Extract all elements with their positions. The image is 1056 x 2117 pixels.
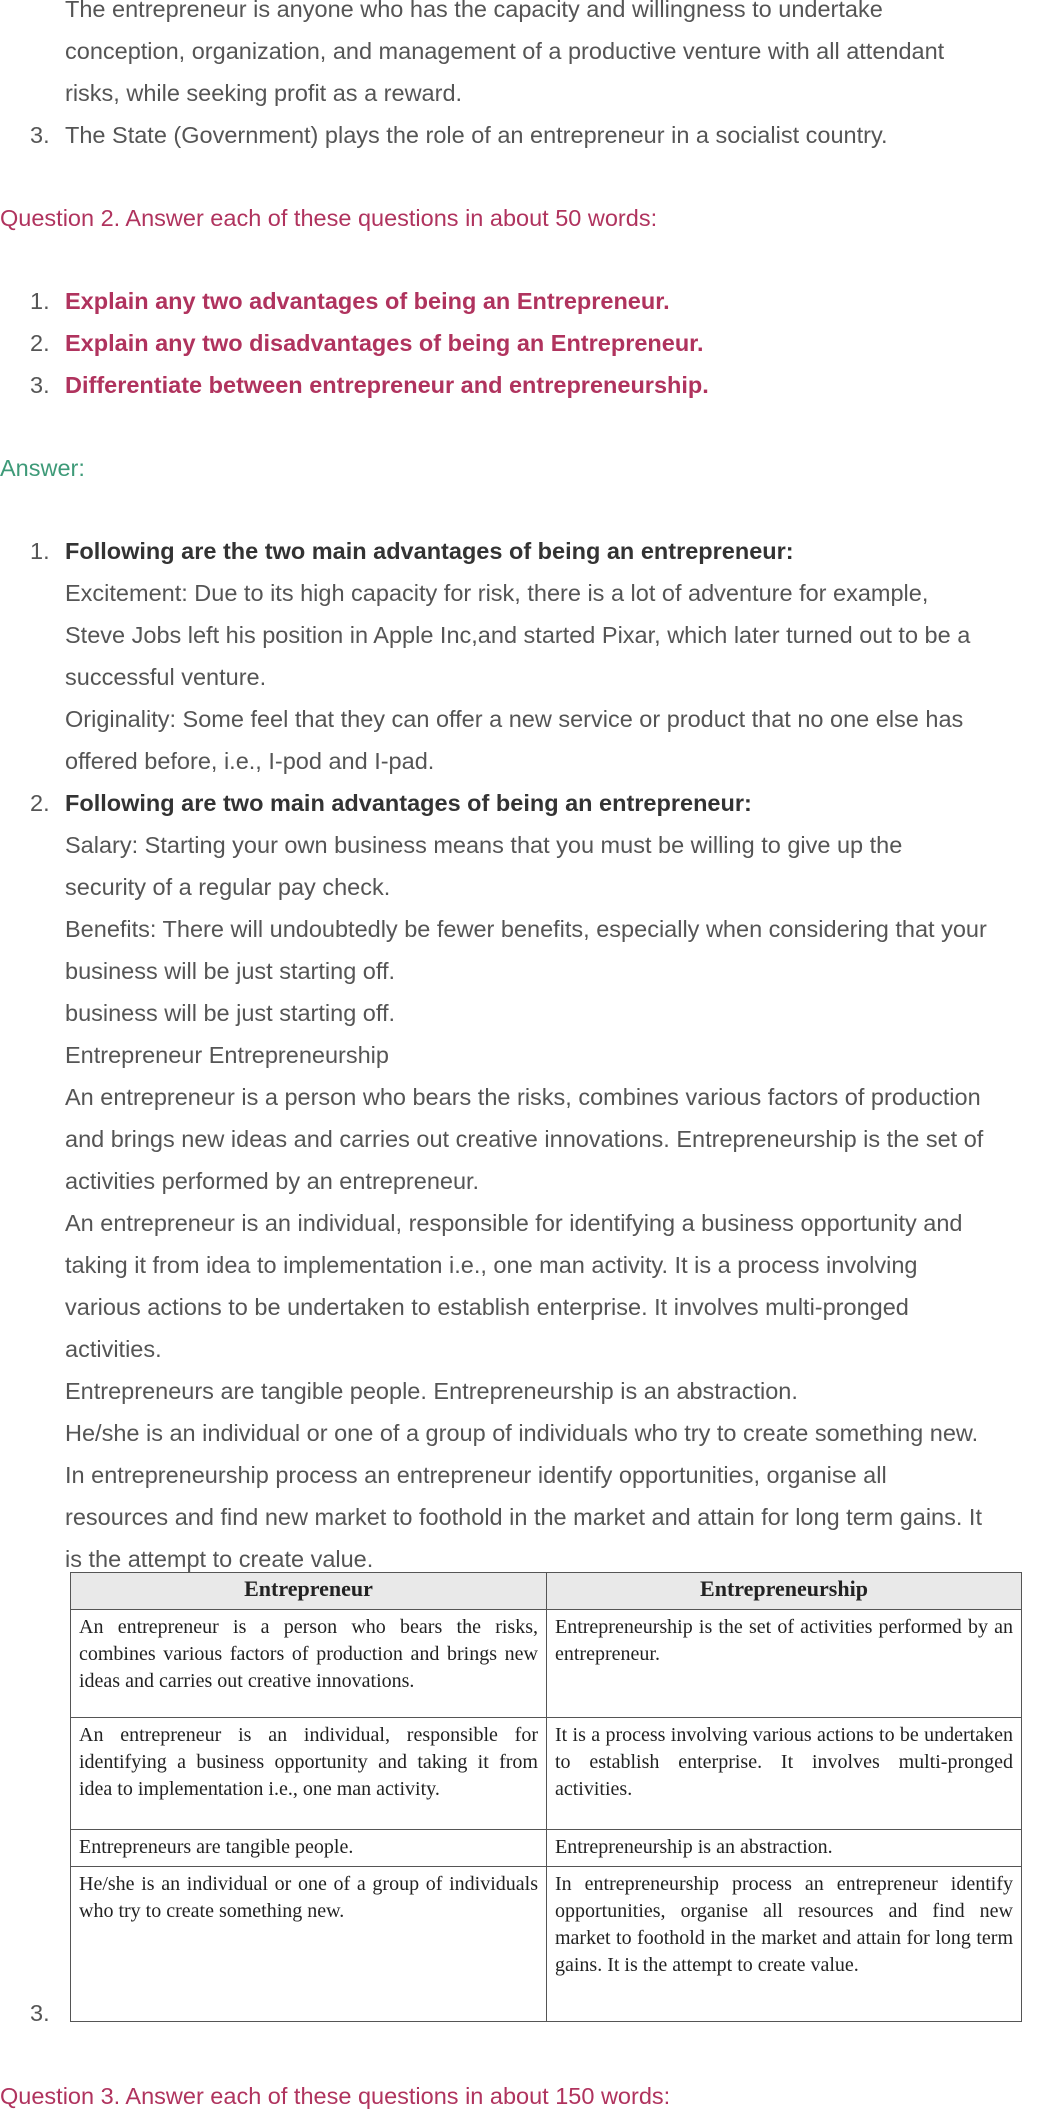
table-cell: An entrepreneur is an individual, responsible for identifying a business opportunity and taking it from idea to implementation i.e., one man activity. — [79, 1724, 538, 1800]
table-cell: He/she is an individual or one of a group of individuals who try to create something new. — [79, 1873, 538, 1922]
paragraph-line: successful venture. — [65, 664, 267, 690]
list-number: 1. — [30, 538, 50, 564]
paragraph-line: In entrepreneurship process an entrepreneur identify opportunities, organise all — [65, 1462, 887, 1488]
question-heading: Question 3. Answer each of these questions in about 150 words: — [0, 2083, 671, 2109]
table-cell: An entrepreneur is a person who bears the risks, combines various factors of production and brings new ideas and carries out creative innovations. — [79, 1616, 538, 1692]
paragraph-line: Salary: Starting your own business means that you must be willing to give up the — [65, 832, 903, 858]
question-item: Explain any two disadvantages of being an Entrepreneur. — [65, 330, 704, 356]
paragraph-line: activities performed by an entrepreneur. — [65, 1168, 480, 1194]
list-item-text: The State (Government) plays the role of an entrepreneur in a socialist country. — [65, 122, 888, 148]
list-number: 3. — [30, 372, 50, 398]
list-number: 1. — [30, 288, 50, 314]
paragraph-line: Originality: Some feel that they can offer a new service or product that no one else has — [65, 706, 964, 732]
table-cell: In entrepreneurship process an entrepreneur identify opportunities, organise all resources and find new market to foothold in the market and attain for long term gains. It is the attempt to create value. — [555, 1873, 1013, 1976]
paragraph-line: activities. — [65, 1336, 162, 1362]
answer-heading: Answer: — [0, 455, 85, 481]
paragraph-line: security of a regular pay check. — [65, 874, 391, 900]
table-cell: Entrepreneurs are tangible people. — [79, 1836, 354, 1858]
paragraph-line: various actions to be undertaken to establish enterprise. It involves multi-pronged — [65, 1294, 909, 1320]
paragraph-line: Entrepreneurs are tangible people. Entrepreneurship is an abstraction. — [65, 1378, 798, 1404]
paragraph-line: and brings new ideas and carries out creative innovations. Entrepreneurship is the set of — [65, 1126, 984, 1152]
answer-item-heading: Following are the two main advantages of being an entrepreneur: — [65, 538, 794, 564]
paragraph-line: Excitement: Due to its high capacity for risk, there is a lot of adventure for example, — [65, 580, 929, 606]
comparison-table — [70, 1572, 1022, 2022]
paragraph-line: business will be just starting off. — [65, 958, 396, 984]
table-cell: Entrepreneurship is the set of activities performed by an entrepreneur. — [555, 1616, 1013, 1665]
table-divider — [71, 1866, 1021, 1867]
paragraph-line: is the attempt to create value. — [65, 1546, 374, 1572]
paragraph-line: risks, while seeking profit as a reward. — [65, 80, 463, 106]
table-divider — [71, 1829, 1021, 1830]
paragraph-line: Steve Jobs left his position in Apple Inc,and started Pixar, which later turned out to be a — [65, 622, 971, 648]
paragraph-line: taking it from idea to implementation i.e., one man activity. It is a process involving — [65, 1252, 918, 1278]
paragraph-line: An entrepreneur is a person who bears the risks, combines various factors of production — [65, 1084, 981, 1110]
paragraph-line: business will be just starting off. — [65, 1000, 396, 1026]
paragraph-line: An entrepreneur is an individual, responsible for identifying a business opportunity and — [65, 1210, 963, 1236]
table-cell: Entrepreneurship is an abstraction. — [555, 1836, 833, 1858]
paragraph-line: offered before, i.e., I-pod and I-pad. — [65, 748, 435, 774]
answer-item-heading: Following are two main advantages of being an entrepreneur: — [65, 790, 752, 816]
paragraph-line: conception, organization, and management of a productive venture with all attendant — [65, 38, 945, 64]
table-divider — [71, 1609, 1021, 1610]
paragraph-line: The entrepreneur is anyone who has the capacity and willingness to undertake — [65, 0, 883, 22]
question-heading: Question 2. Answer each of these questions in about 50 words: — [0, 205, 658, 231]
table-divider — [71, 1717, 1021, 1718]
list-number: 3. — [30, 122, 50, 148]
table-header-entrepreneur: Entrepreneur — [71, 1573, 546, 1609]
paragraph-line: Benefits: There will undoubtedly be fewer benefits, especially when considering that your — [65, 916, 987, 942]
paragraph-line: resources and find new market to foothold in the market and attain for long term gains. It — [65, 1504, 982, 1530]
question-item: Differentiate between entrepreneur and entrepreneurship. — [65, 372, 709, 398]
list-number: 2. — [30, 330, 50, 356]
question-item: Explain any two advantages of being an Entrepreneur. — [65, 288, 670, 314]
table-cell: It is a process involving various actions to be undertaken to establish enterprise. It involves multi-pronged activities. — [555, 1724, 1013, 1800]
list-number: 2. — [30, 790, 50, 816]
paragraph-line: He/she is an individual or one of a group of individuals who try to create something new. — [65, 1420, 979, 1446]
paragraph-line: Entrepreneur Entrepreneurship — [65, 1042, 389, 1068]
list-number: 3. — [30, 2000, 50, 2026]
table-header-entrepreneurship: Entrepreneurship — [547, 1573, 1021, 1609]
